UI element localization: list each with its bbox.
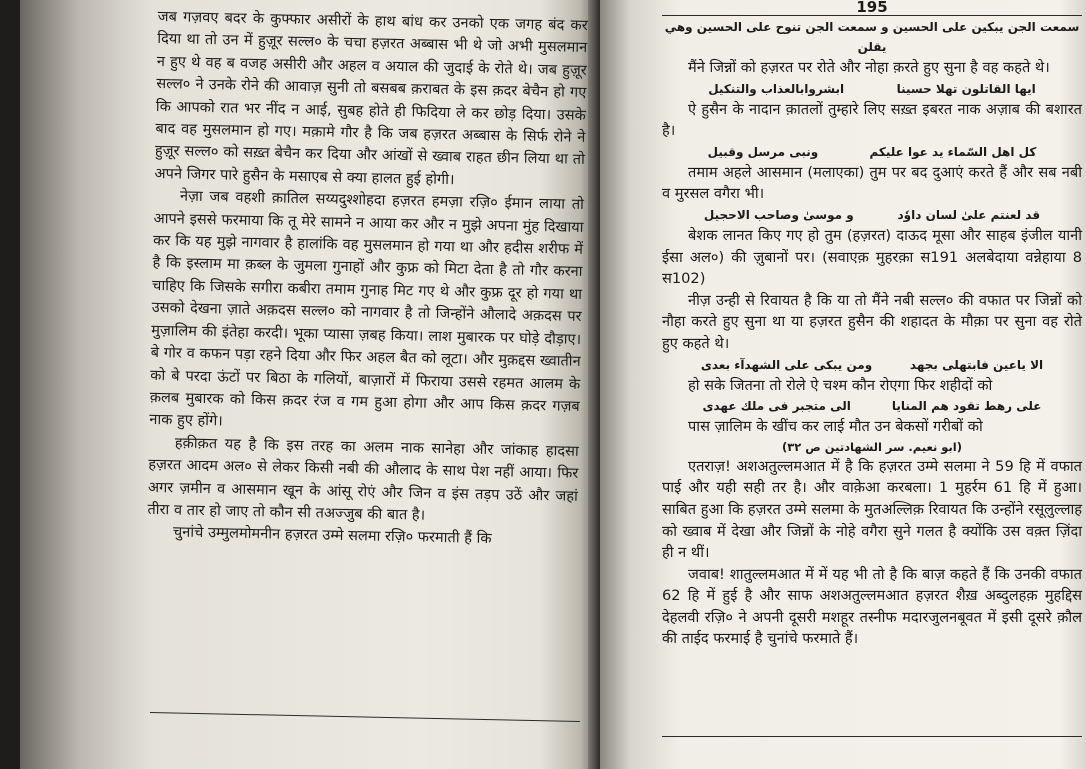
arabic-verse-5-second: الى متجبر فى ملك عهدى <box>702 399 851 414</box>
translation-verse-1: हो सके जितना तो रोले ऐ चश्म कौन रोएगा फिर शहीदों को <box>688 376 993 394</box>
arabic-header: سمعت الجن يبكين على الحسين و سمعت الجن تنوح على الحسين وهي يقلن <box>664 20 1080 54</box>
header-rule <box>662 15 1082 16</box>
right-paragraph-5: नीज़ उन्ही से रिवायत है कि या तो मैंने नबी सल्ल० की वफात पर जिन्नों को नौहा करते हुए सुना था या हज़रत हुसैन की शहादत के मौक़ा पर सुना वह रोते हुए कहते थे। <box>662 291 1082 352</box>
arabic-verse-1-first: ايها القاتلون تهلا حسينا <box>896 81 1036 96</box>
left-paragraph-1: जब गज़वए बदर के कुफ्फार असीरों के हाथ बांध कर उनको एक जगह बंद कर दिया था तो उन में हुज़ूर सल्ल० के चचा हज़रत अब्बास भी थे जो अभी मुसलमान न हुए थे वह ब वजह असीरी और अहल व अयाल की जुदाई के रोते थे। जब हुज़ूर सल्ल० ने उनके रोने की आवाज़ सुनी तो बसबब क़राबत के इस क़दर बेचैन हो गए कि आपको रात भर नींद न आई, सुबह होते ही फिदिया ले कर छोड़ दिया। उसके बाद वह मुसलमान हो गए। मक़ामे गौर है कि जब हज़रत अब्बास के सिर्फ रोने ने हुज़ूर सल्ल० को सख़्त बेचैन कर दिया और आंखों से ख्वाब राहत छीन लिया था तो अपने जिगर पारे हुसैन के मसाएब से क्या हालत हुई होगी। <box>154 7 588 189</box>
right-paragraph-4: बेशक लानत किए गए हो तुम (हज़रत) दाऊद मूसा और साहब इंजील यानी ईसा अल०) की ज़ुबानों पर। (सवाएक़ मुहरक़ा स191 अलबेदाया वन्नेहाया 8 स102) <box>662 226 1082 288</box>
arabic-verse-4-first: الا ياعين فابتهلى بجهد <box>909 357 1044 372</box>
arabic-verse-3 <box>662 205 1082 225</box>
arabic-verse-1-second: ابشروابالعذاب والتنكيل <box>708 81 845 96</box>
right-paragraph-7: जवाब! शातुल्लमआत में में यह भी तो है कि बाज़ कहते हैं कि उनकी वफात 62 हि में हुई है और साफ अशअतुल्लमआत हज़रत शैख़ अब्दुलहक़ मुहद्दिस देहलवी रज़ि० ने अपनी दूसरी मशहूर तस्नीफ मदारजुलनबूवत में इसी दूसरे क़ौल की ताईद फरमाई है चुनांचे फरमाते हैं। <box>662 565 1082 648</box>
arabic-verse-4-second: ومن يبكى على الشهدآء بعدى <box>700 357 873 372</box>
right-paragraph-6: एतराज़! अशअतुल्लमआत में है कि हज़रत उम्मे सलमा ने 59 हि में वफात पाई और यही सही तर है। और वाक़ेआ करबला। 1 मुहर्रम 61 हि में हुआ। साबित हुआ कि हज़रत उम्मे सलमा के मुतअल्लिक़ रिवायत कि उन्होंने रसूलुल्लाह को ख्वाब में देखा और जिन्नों के नोहे वगैरा सुने गलत है क्योंकि उस वक़्त ज़िंदा ही न थीं। <box>662 457 1082 562</box>
left-paragraph-4: चुनांचे उम्मुलमोमनीन हज़रत उम्मे सलमा रज़ि० फरमाती हैं कि <box>172 523 492 548</box>
right-page-text <box>662 0 1082 650</box>
arabic-verse-3-first: قد لعنتم علىٰ لسان داوٗد <box>897 207 1041 222</box>
citation: (ابو نعيم. سر الشهادتين ص ٣٢) <box>781 439 962 454</box>
right-paragraph-1: मैंने जिन्नों को हज़रत पर रोते और नोहा क़रते हुए सुना है वह कहते थे। <box>688 59 1050 76</box>
arabic-verse-2-second: ونبى مرسل وقبيل <box>707 144 819 159</box>
arabic-verse-5 <box>662 396 1082 416</box>
left-page <box>20 0 595 769</box>
arabic-verse-2 <box>662 142 1082 162</box>
page-number: 195 <box>856 0 888 14</box>
left-paragraph-2: नेज़ा जब वहशी क़ातिल सय्यदुश्शोहदा हज़रत हमज़ा रज़ि० ईमान लाया तो आपने इससे फरमाया कि तू मेरे सामने न आया कर और न मुझे अपना मुंह दिखाया कर कि यह मुझे नागवार है हालांकि वह मुसलमान हो गया था और हदीस शरीफ में है कि इस्लाम मा क़ब्ल के जुमला गुनाहों और कुफ्र को मिटा देता है तो गौर करना चाहिए कि जिसके सगीरा कबीरा तमाम गुनाह मिट गए थे और कुफ्र दूर हो गया था उसको देखना ज़ाते अक़दस सल्ल० को नागवार है तो जिन्होंने औलादे अक़दस पर मुज़ालिम की इंतेहा करदी। भूका प्यासा ज़बह किया। लाश मुबारक पर घोड़े दौड़ाए। बे गोर व कफन पड़ा रहने दिया और फिर अहल बैत को लूटा। और मुक़द्दस ख्वातीन को बे परदा ऊंटों पर बिठा के गलियों, बाज़ारों में फिराया उससे रहमत आलम के क़लब मुबारक को किस क़दर रंज व गम हुआ होगा और आप किस क़दर गज़ब नाक हुए होंगे। <box>149 187 585 430</box>
arabic-verse-1 <box>662 79 1082 99</box>
right-footer-rule <box>662 736 1082 737</box>
left-paragraph-3: हक़ीक़त यह है कि इस तरह का अलम नाक सानेहा और जांकाह हादसा हज़रत आदम अल० से लेकर किसी नबी की औलाद के साथ पेश नहीं आया। फिर अगर ज़मीन व आसमान खून के आंसू रोएं और जिन व इंस तड़प उठें और जहां तीरा व तार हो जाए तो कौन सी तअज्जुब की बात है। <box>147 434 579 524</box>
arabic-verse-2-first: كل اهل السّماء يد عوا عليكم <box>869 144 1037 159</box>
translation-verse-2: पास ज़ालिम के खींच कर लाई मौत उन बेकसों गरीबों को <box>688 418 983 436</box>
arabic-verse-5-first: على رهط تقود هم المنايا <box>891 399 1042 414</box>
left-page-text <box>147 6 588 553</box>
right-paragraph-2: ऐ हुसैन के नादान क़ातलों तुम्हारे लिए सख़्त इबरत नाक अज़ाब की बशारत है। <box>662 100 1082 140</box>
arabic-verse-4 <box>662 355 1082 375</box>
arabic-verse-3-second: و موسىٰ وصاحب الاحجيل <box>703 207 854 222</box>
right-page <box>600 0 1086 769</box>
right-paragraph-3: तमाम अहले आसमान (मलाएका) तुम पर बद दुआएं करते हैं और सब नबी व मुरसल वगैरा भी। <box>662 163 1082 203</box>
